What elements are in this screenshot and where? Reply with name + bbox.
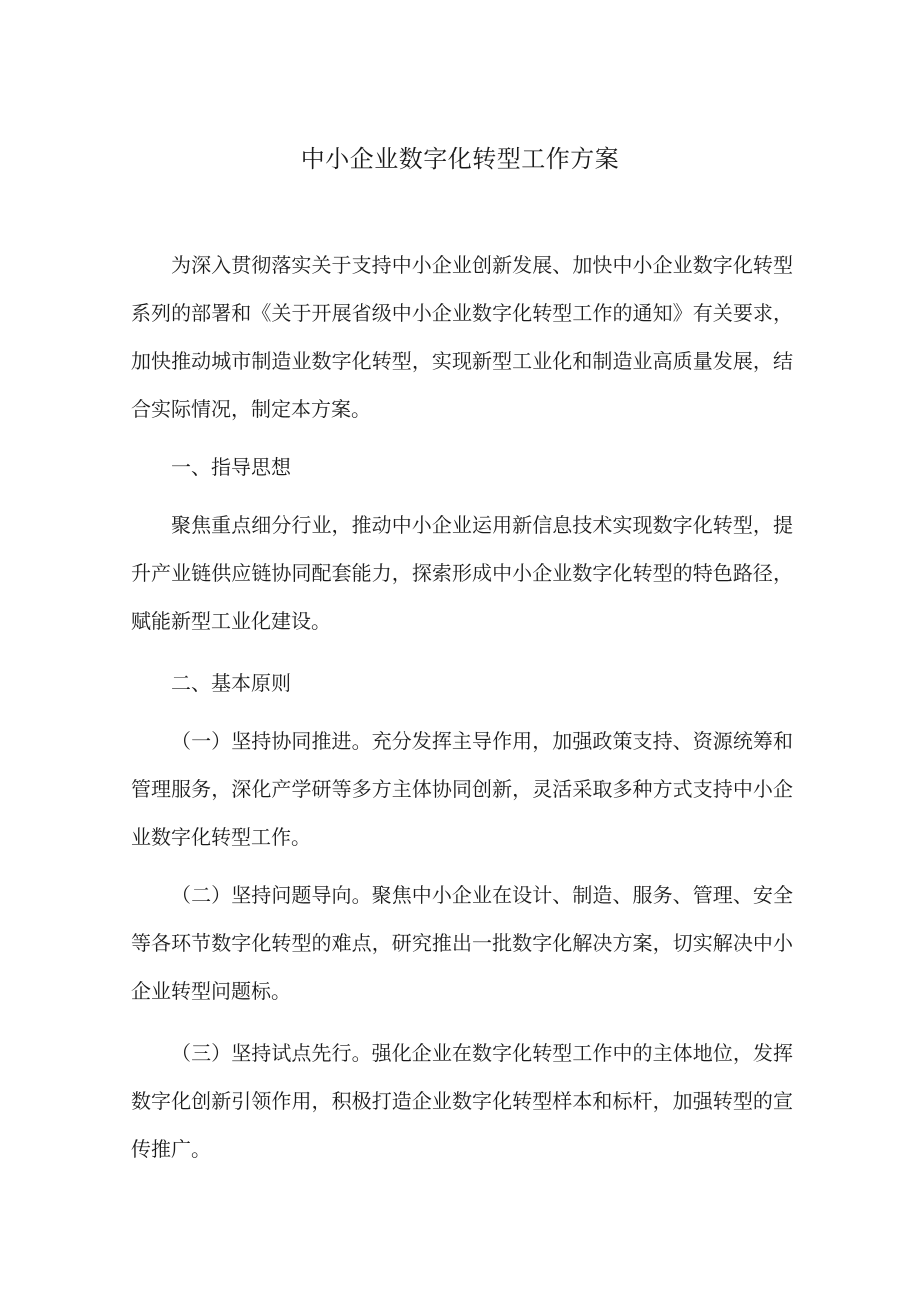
- principle-paragraph-2: （二）坚持问题导向。聚焦中小企业在设计、制造、服务、管理、安全等各环节数字化转型的难点，研究推出一批数字化解决方案，切实解决中小企业转型问题标。: [131, 883, 793, 1003]
- section-heading-guiding-ideology: 一、指导思想: [171, 455, 291, 479]
- principle-paragraph-3: （三）坚持试点先行。强化企业在数字化转型工作中的主体地位，发挥数字化创新引领作用，积极打造企业数字化转型样本和标杆，加强转型的宣传推广。: [131, 1041, 793, 1161]
- section-heading-basic-principles: 二、基本原则: [171, 671, 291, 695]
- principle-paragraph-1: （一）坚持协同推进。充分发挥主导作用，加强政策支持、资源统筹和管理服务，深化产学研等多方主体协同创新，灵活采取多种方式支持中小企业数字化转型工作。: [131, 729, 793, 849]
- intro-paragraph: 为深入贯彻落实关于支持中小企业创新发展、加快中小企业数字化转型系列的部署和《关于开展省级中小企业数字化转型工作的通知》有关要求，加快推动城市制造业数字化转型，实现新型工业化和制造业高质量发展，结合实际情况，制定本方案。: [131, 253, 793, 421]
- guiding-ideology-paragraph: 聚焦重点细分行业，推动中小企业运用新信息技术实现数字化转型，提升产业链供应链协同配套能力，探索形成中小企业数字化转型的特色路径，赋能新型工业化建设。: [131, 513, 793, 633]
- document-title: 中小企业数字化转型工作方案: [300, 145, 620, 173]
